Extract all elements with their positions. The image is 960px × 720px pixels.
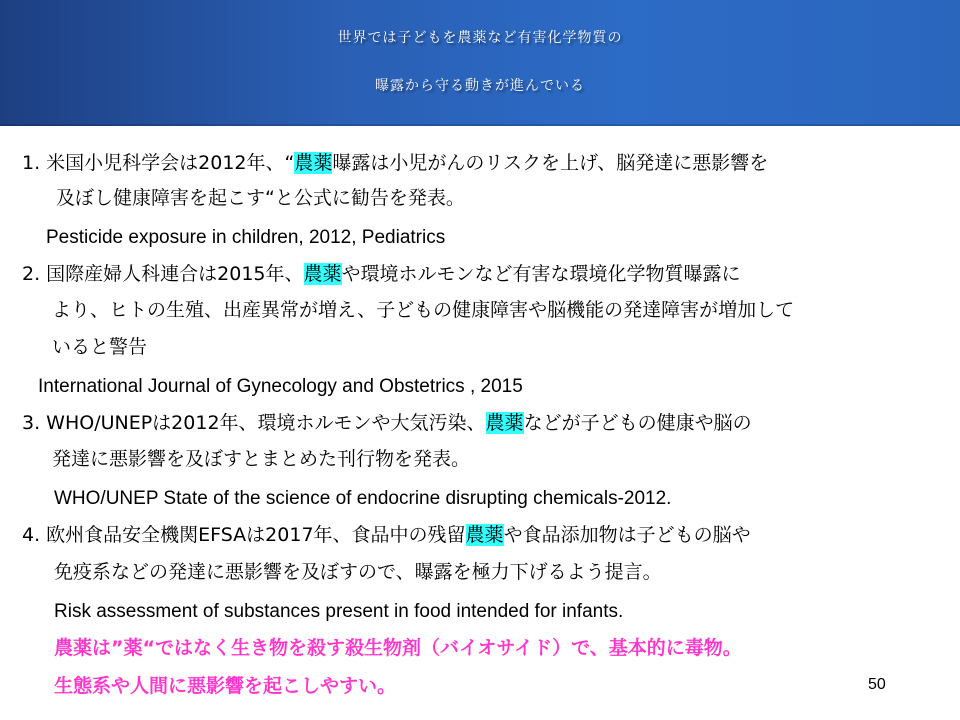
slide-title [0,14,960,110]
item-2-line-2: より、ヒトの生殖、出産異常が増え、子どもの健康障害や脳機能の発達障害が増加して [52,299,795,321]
highlight-pesticide: 農薬 [303,263,342,285]
item-2-line-3: いると警告 [52,336,148,358]
item-2-text: 2. 国際産婦人科連合は2015年、 [22,263,304,285]
item-4-text: 4. 欧州食品安全機関EFSAは2017年、食品中の残留 [22,524,466,546]
item-4-text: や食品添加物は子どもの脳や [503,524,751,546]
item-3-text: 3. WHO/UNEPは2012年、環境ホルモンや大気汚染、 [22,412,486,434]
item-3-line-1 [22,410,752,436]
highlight-pesticide: 農薬 [485,412,524,434]
item-4-line-1 [22,522,751,548]
slide-title-line1: 世界では子どもを農薬など有害化学物質の [337,30,623,46]
item-2-citation: International Journal of Gynecology and Obstetrics , 2015 [38,376,523,397]
page-number: 50 [868,676,886,693]
item-4-citation: Risk assessment of substances present in food intended for infants. [54,601,624,622]
slide-title-line2: 曝露から守る動きが進んでいる [375,78,585,94]
item-3-citation: WHO/UNEP State of the science of endocrine disrupting chemicals-2012. [54,488,672,509]
highlight-pesticide: 農薬 [465,524,504,546]
item-1-citation: Pesticide exposure in children, 2012, Pediatrics [46,227,446,248]
item-2-line-1 [22,261,741,287]
item-3-line-2: 発達に悪影響を及ぼすとまとめた刊行物を発表。 [52,448,471,470]
item-1-text: 1. 米国小児科学会は2012年、“ [22,152,295,174]
item-3-text: などが子どもの健康や脳の [523,412,752,434]
item-1-line-1 [22,150,768,176]
item-1-line-2: 及ぼし健康障害を起こす“と公式に勧告を発表。 [56,187,465,209]
item-2-text: や環境ホルモンなど有害な環境化学物質曝露に [341,263,741,285]
item-1-text: 曝露は小児がんのリスクを上げ、脳発達に悪影響を [332,152,769,174]
warning-note-line-1: 農薬は”薬“ではなく生き物を殺す殺生物剤（バイオサイド）で、基本的に毒物。 [54,637,742,659]
highlight-pesticide: 農薬 [294,152,333,174]
title-banner [0,0,960,126]
item-4-line-2: 免疫系などの発達に悪影響を及ぼすので、曝露を極力下げるよう提言。 [54,561,662,583]
warning-note-line-2: 生態系や人間に悪影響を起こしやすい。 [54,675,397,697]
